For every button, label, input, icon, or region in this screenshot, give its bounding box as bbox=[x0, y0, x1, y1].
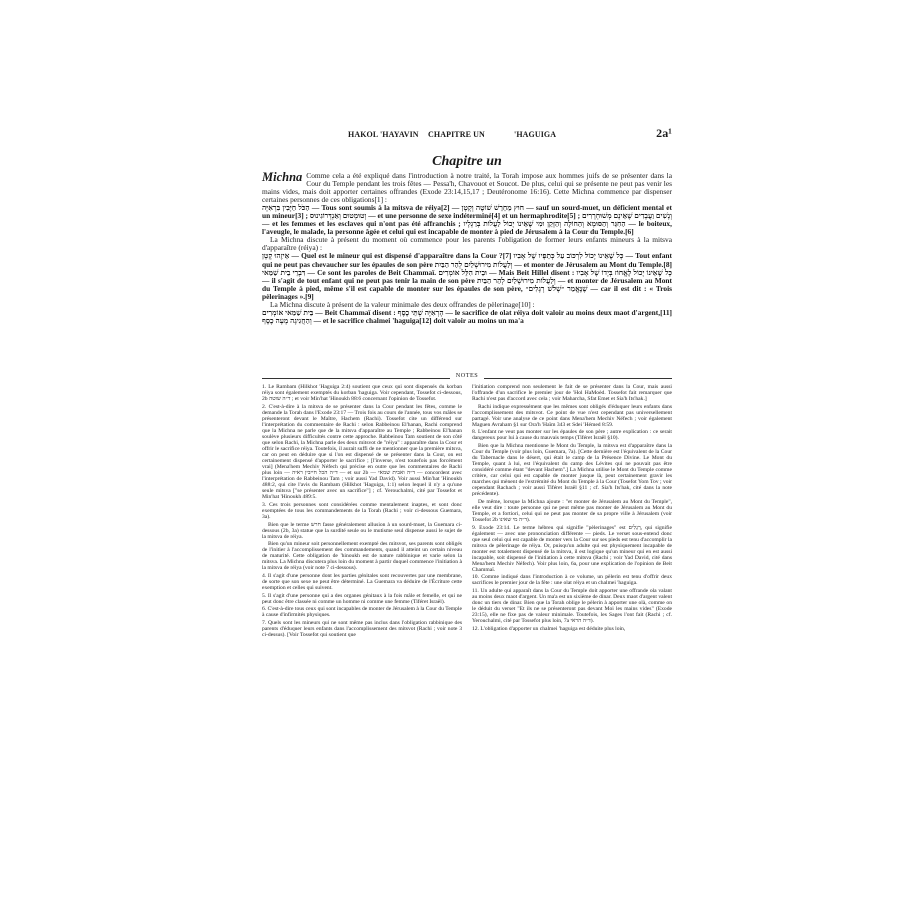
note-paragraph: 10. Comme indiqué dans l'introduction à ce volume, un pèlerin est tenu d'offrir deux sacrifices le premier jour de la fête : une olat réiya et un chalmei 'haguiga. bbox=[472, 574, 672, 587]
note-paragraph: Bien que le terme חרש fasse généralement allusion à un sourd-muet, la Guemara ci-dessous (2b, 3a) statue que la surdité seule ou le mutisme seul dispense aussi le sujet de la mitsva de réiya. bbox=[262, 521, 462, 540]
note-paragraph: 8. L'enfant ne veut pas monter sur les épaules de son père ; autre explication : ce serait dangereux pour lui à cause du mauvais temps (Tiféret Israël §10). bbox=[472, 429, 672, 442]
mishna-paragraph: הַכֹּל חַיָּבִין בִּרְאִיָּה — Tous sont soumis à la mitsva de réiya[2] — חוּץ מֵחֵרֵשׁ שׁוֹטֶה וְקָטָן — sauf un sourd-muet, un déficient mental et un mineur[3] ; וְטוּמְטוּם וְאַנְדְּרוֹגִינוּס — et une personne de sexe indéterminé[4] et un hermaphrodite[5] ; וְנָשִׁים וַעֲבָדִים שֶׁאֵינָם מְשׁוּחְרָרִים — et les femmes et les esclaves qui n'ont pas été affranchis ; הַחִגֵּר וְהַסּוּמָא וְהַחוֹלֶה וְהַזָּקֵן וּמִי שֶׁאֵינוֹ יָכוֹל לַעֲלוֹת בְּרַגְלָיו — le boiteux, l'aveugle, le malade, la personne âgée et celui qui est incapable de monter à pied de Jérusalem à la Cour du Temple.[6] bbox=[262, 203, 672, 237]
note-paragraph: 11. Un adulte qui apparaît dans la Cour du Temple doit apporter une offrande ola valant au moins deux maot d'argent. Un ma'a est un sixième de dinar. Deux maot d'argent valent donc un tiers de dinar. Bien que la Torah oblige le pèlerin à apporter une olà, comme on le déduit du verset "Et ils ne se présenteront pas devant Moi les mains vides" (Exode 23:15), elle ne fixe pas de valeur minimale. Toutefois, les Sages l'ont fait (Rachi ; cf. Yerouchalmi, cité par Tossefot plus loin, 7a ד״ה הראי). bbox=[472, 588, 672, 625]
mishna-section bbox=[262, 172, 672, 325]
note-paragraph: 1. Le Rambam (Hilkhot 'Haguiga 2:4) soutient que ceux qui sont dispensés du korban réiya sont également exemptés du korban 'haguiga. Voir cependant, Tossefot ci-dessous, 2b ד״ה שוטה ; et voir Min'hat 'Hinoukh 88:6 concernant l'opinion de Tossefot. bbox=[262, 384, 462, 403]
notes-left-column bbox=[262, 384, 462, 639]
note-paragraph: 4. Il s'agit d'une personne dont les parties génitales sont recouvertes par une membrane, de sorte que son sexe ne peut être déterminé. La Guemara va déduire de l'Écriture cette exemption et celles qui suivent. bbox=[262, 572, 462, 591]
mishna-paragraph: La Michna discute à présent de la valeur minimale des deux offrandes de pèlerinage[10] : bbox=[270, 299, 535, 309]
running-head-tractate-title: HAKOL 'HAYAVIN bbox=[348, 130, 419, 139]
running-head bbox=[262, 126, 672, 142]
mishna-paragraph: Comme cela a été expliqué dans l'introduction à notre traité, la Torah impose aux hommes juifs de se présenter dans la Cour du Temple pendant les trois fêtes — Pessa'h, Chavouot et Soucot. De plus, celui qui se présente ne peut pas venir les mains vides, mais doit apporter certaines offrandes (Exode 23:14,15,17 ; Deutéronome 16:16). Cette Michna commence par dispenser certaines personnes de ces obligations[1] : bbox=[262, 171, 672, 205]
note-paragraph: 3. Ces trois personnes sont considérées comme mentalement inaptes, et sont donc exemptées de tous les commandements de la Torah (Rachi ; voir ci-dessous Guemara, 3a). bbox=[262, 501, 462, 520]
note-paragraph: 7. Quels sont les mineurs qui ne sont même pas inclus dans l'obligation rabbinique des parents d'éduquer leurs enfants dans l'accomplissement des mitsvot (Rachi ; voir note 3 ci-dessus). [Voir Tossefot qui soutient que bbox=[262, 619, 462, 638]
mishna-paragraph: אֵיזֶהוּ קָטָן — Quel est le mineur qui est dispensé d'apparaître dans la Cour ?[7] כָּל שֶׁאֵינוֹ יָכוֹל לִרְכּוֹב עַל כְּתֵפָיו שֶׁל אָבִיו — Tout enfant qui ne peut pas chevaucher sur les épaules de son père וְלַעֲלוֹת מִירוּשָׁלַיִם לְהַר הַבַּיִת — et monter de Jérusalem au Mont du Temple.[8] דִּבְרֵי בֵית שַׁמַּאי — Ce sont les paroles de Beit Chammaï. וּבֵית הִלֵּל אוֹמְרִים — Mais Beit Hillel disent : כָּל שֶׁאֵינוֹ יָכוֹל לֶאֱחוֹז בְּיָדוֹ שֶׁל אָבִיו — il s'agit de tout enfant qui ne peut pas tenir la main de son père וְלַעֲלוֹת מִירוּשָׁלַיִם לְהַר הַבַּיִת — et monter de Jérusalem au Mont du Temple à pied, même s'il est capable de monter sur les épaules de son père, שֶׁנֶּאֱמַר ״שָׁלֹשׁ רְגָלִים״ — car il est dit : « Trois pèlerinages ».[9] bbox=[262, 251, 673, 301]
notes-right-column bbox=[472, 384, 672, 633]
note-paragraph: De même, lorsque la Michna ajoute : "et monter de Jérusalem au Mont du Temple", elle veut dire : toute personne qui ne peut même pas monter de Jérusalem au Mont du Temple, et a fortiori, celui qui ne peut pas monter de sa propre ville à Jérusalem (voir Tossefot 2b ד״ה מי שאינו). bbox=[472, 498, 672, 523]
note-paragraph: Bien que la Michna mentionne le Mont du Temple, la mitsva est d'apparaître dans la Cour du Temple (voir plus loin, Guemara, 7a). [Cette dernière est l'équivalent de la Cour du Tabernacle dans le désert, qui était le camp de la Présence Divine. Le Mont du Temple, quant à lui, est l'équivalent du camp des Lévites qui ne pouvait pas être considéré comme étant "devant Hachem".] La Michna utilise le Mont du Temple comme critère, car celui qui est capable de monter jusque là, peut certainement gravir les marches qui mènent de l'extrémité du Mont du Temple à la Cour (Tosefot Yom Tov ; voir cependant Rachach ; voir aussi Tiféret Israël §11 ; cf. Sia'h Its'hak, cité dans la note précédente). bbox=[472, 442, 672, 498]
mishna-paragraph: La Michna discute à présent du moment où commence pour les parents l'obligation de former leurs enfants mineurs à la mitsva d'apparaître (réiya) : bbox=[262, 235, 672, 253]
book-page bbox=[262, 126, 672, 786]
note-paragraph: Bien qu'un mineur soit personnellement exempté des mitsvot, ses parents sont obligés de l'initier à l'accomplissement des commandements, quand il atteint un certain niveau de maturité. Cette obligation de 'hinoukh est de nature rabbinique et varie selon la mitsva. La Michna discutera plus loin du moment à partir duquel commence l'initiation à la mitsva de réiya (voir note 7 ci-dessous). bbox=[262, 541, 462, 572]
mishna-label: Michna bbox=[262, 170, 303, 184]
note-paragraph: 2. C'est-à-dire à la mitsva de se présenter dans la Cour pendant les fêtes, comme le demande la Torah dans l'Exode 23:17 — Trois fois au cours de l'année, tous vos mâles se présenteront devant le Maître, Hachem (Rachi). Tossefot cite un différend sur l'interprétation du commentaire de Rachi : selon Rabbeinou El'hanan, Rachi comprend que la Michna ne parle que de la mitsva d'apparaître au Temple ; Rabbeinou El'hanan soulève plusieurs difficultés contre cette approche. Rabbeinou Tam soutient de son côté que selon Rachi, la Michna parle des deux mitsvot de "réiya" : apparaître dans la Cour et offrir le sacrifice réiya. Toutefois, il aurait suffi de ne mentionner que la première mitsva, car on peut en déduire que si l'on est dispensé de se présenter dans la Cour, on est certainement dispensé d'apporter le sacrifice ; [l'inverse, n'est toutefois pas forcément vrai] (Mena'hem Mechiv Néfech qui précise en outre que les commentaires de Rachi plus loin — ד״ה הכל חייבין ראיה — et sur 2b — ד״ה ואבית שמאי — concordent avec l'interprétation de Rabbeinou Tam ; voir aussi Yad David). Voir aussi Min'hat 'Hinoukh 488:2, qui cite l'avis du Rambam (Hilkhot 'Haguiga, 1:1) selon lequel il n'y a qu'une seule mitsva ["se présenter avec un sacrifice"] ; cf. Yerouchalmi, cité par Tossefot et Min'hat 'Hinoukh 489:5. bbox=[262, 403, 462, 501]
chapter-title: Chapitre un bbox=[432, 154, 502, 169]
page-number: 2a¹ bbox=[656, 126, 672, 140]
notes-heading: NOTES bbox=[262, 372, 672, 379]
note-paragraph: 6. C'est-à-dire tous ceux qui sont incapables de monter de Jérusalem à la Cour du Temple à cause d'infirmités physiques. bbox=[262, 606, 462, 619]
note-paragraph: 9. Exode 23:14. Le terme hébreu qui signifie "pèlerinages" est רְגָלִים, qui signifie également — avec une prononciation différente — pieds. Le verset sous-entend donc que seul celui qui est capable de monter vers la Cour sur ses pieds est tenu d'accomplir la mitsva de pèlerinage de réiya. Or, puisqu'un adulte qui est physiquement incapable de monter est totalement dispensé de la mitsva, il est logique qu'un mineur qui en est aussi incapable, soit dispensé de l'initiation à cette mitsva (Rachi ; voir Yad David, cité dans Mena'hem Mechiv Néfech). Voir plus loin, 6a, pour une explication de l'opinion de Beit Chammaï. bbox=[472, 524, 673, 573]
running-head-chapter: CHAPITRE UN bbox=[428, 130, 485, 139]
note-paragraph: l'initiation comprend non seulement le fait de se présenter dans la Cour, mais aussi l'offrande d'un sacrifice le premier jour de 'Hol HaMoèd. Tossefot fait remarquer que Rachi n'est pas d'accord avec cela ; voir Maharcha, Sfat Emet et Sia'h Its'hak.] bbox=[472, 384, 672, 403]
note-paragraph: 12. L'obligation d'apporter un chalmei 'haguiga est déduite plus loin, bbox=[472, 625, 626, 632]
running-head-tractate: 'HAGUIGA bbox=[514, 130, 557, 139]
mishna-paragraph: בֵּית שַׁמַּאי אוֹמְרִים — Beit Chammaï disent : הָרְאִיָּה שְׁתֵּי כֶסֶף — le sacrifice de olat réiya doit valoir au moins deux maot d'argent,[11] וְהַחֲגִיגָה מָעָה כֶסֶף — et le sacrifice chalmei 'haguiga[12] doit valoir au moins un ma'a bbox=[262, 307, 672, 325]
note-paragraph: Rachi indique expressément que les mêmes sont obligés d'éduquer leurs enfants dans l'accomplissement des mitsvot. Ce point de vue n'est cependant pas universellement partagé. Voir une analyse de ce point dans Mena'hem Mechiv Néfech ; voir également Maguen Avraham §1 sur Ora'h 'Haïm 343 et Sdei 'Hémed 8:59. bbox=[472, 403, 672, 428]
note-paragraph: 5. Il s'agit d'une personne qui a des organes génitaux à la fois mâle et femelle, et qui ne peut donc être classée ni comme un homme ni comme une femme (Tiféret Israël). bbox=[262, 592, 462, 605]
